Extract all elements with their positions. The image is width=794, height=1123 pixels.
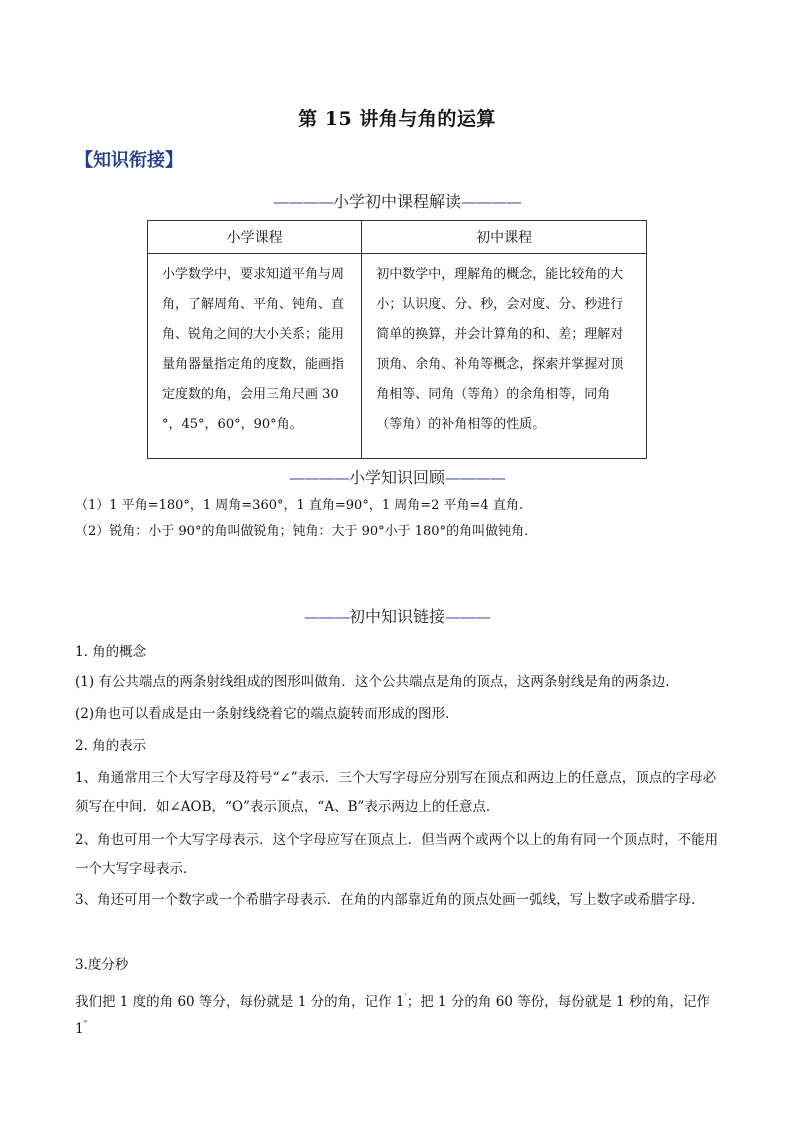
paragraph-angle-definition: (1) 有公共端点的两条射线组成的图形叫做角．这个公共端点是角的顶点，这两条射线是角的两条边． xyxy=(75,674,679,690)
banner-text: 小学初中课程解读 xyxy=(332,192,461,211)
page-title: 第 15 讲角与角的运算 xyxy=(298,108,496,130)
paragraph-notation-2: 2、角也可用一个大写字母表示．这个字母应写在顶点上．但当两个或两个以上的角有同一个顶点时，不能用一个大写字母表示． xyxy=(75,832,719,877)
primary-course-cell: 小学数学中，要求知道平角与周角，了解周角、平角、钝角、直角、锐角之间的大小关系；能用量角器量指定角的度数，能画指定度数的角，会用三角尺画 30 °，45°，60°，90°角。 xyxy=(148,254,362,459)
section-heading: 【知识衔接】 xyxy=(75,150,183,171)
paragraph-angle-rotation: (2)角也可以看成是由一条射线绕着它的端点旋转而形成的图形． xyxy=(75,706,459,722)
banner-text: 小学知识回顾 xyxy=(348,468,445,487)
review-item-1: （1）1 平角=180°，1 周角=360°，1 直角=90°，1 周角=2 平角=4 直角. xyxy=(75,498,523,513)
banner-dash-left: ———— xyxy=(288,468,349,487)
banner-dash-left: ——— xyxy=(303,607,349,626)
paragraph-degree-minute-second xyxy=(75,987,725,1041)
heading-degree-minute-second: 3.度分秒 xyxy=(75,957,129,973)
header-junior: 初中课程 xyxy=(362,221,647,254)
junior-course-cell: 初中数学中，理解角的概念，能比较角的大小；认识度、分、秒，会对度、分、秒进行简单的换算，并会计算角的和、差；理解对顶角、余角、补角等概念，探索并掌握对顶角相等、同角（等角）的余角相等，同角（等角）的补角相等的性质。 xyxy=(362,254,647,459)
banner-primary-review xyxy=(0,465,794,488)
banner-dash-right: ——— xyxy=(445,607,490,626)
second-symbol: ″ xyxy=(83,1020,88,1031)
banner-junior-link xyxy=(0,604,794,627)
banner-text: 初中知识链接 xyxy=(348,607,445,626)
banner-course-interpretation xyxy=(0,189,794,212)
table-row xyxy=(148,254,647,459)
heading-angle-concept: 1. 角的概念 xyxy=(75,644,147,660)
minute-symbol: ′ xyxy=(404,993,407,1004)
banner-dash-left: ———— xyxy=(272,192,333,211)
text-minute-def: 我们把 1 度的角 60 等分，每份就是 1 分的角，记作 1 xyxy=(75,994,405,1010)
paragraph-notation-1: 1、角通常用三个大写字母及符号“∠”表示．三个大写字母应分别写在顶点和两边上的任意点，顶点的字母必须写在中间．如∠AOB，“O”表示顶点，“A、B”表示两边上的任意点． xyxy=(75,770,717,815)
header-primary: 小学课程 xyxy=(148,221,362,254)
table-header-row xyxy=(148,221,647,254)
paragraph-notation-3: 3、角还可用一个数字或一个希腊字母表示．在角的内部靠近角的顶点处画一弧线，写上数字或希腊字母． xyxy=(75,892,705,908)
course-comparison-table xyxy=(147,220,647,459)
text-second-def: ；把 1 分的角 60 等份，每份就是 1 秒的角，记作 1 xyxy=(75,994,710,1037)
review-item-2: （2）锐角：小于 90°的角叫做锐角；钝角：大于 90°小于 180°的角叫做钝角. xyxy=(75,524,529,539)
banner-dash-right: ———— xyxy=(461,192,521,211)
banner-dash-right: ———— xyxy=(445,468,505,487)
heading-angle-notation: 2. 角的表示 xyxy=(75,738,147,754)
